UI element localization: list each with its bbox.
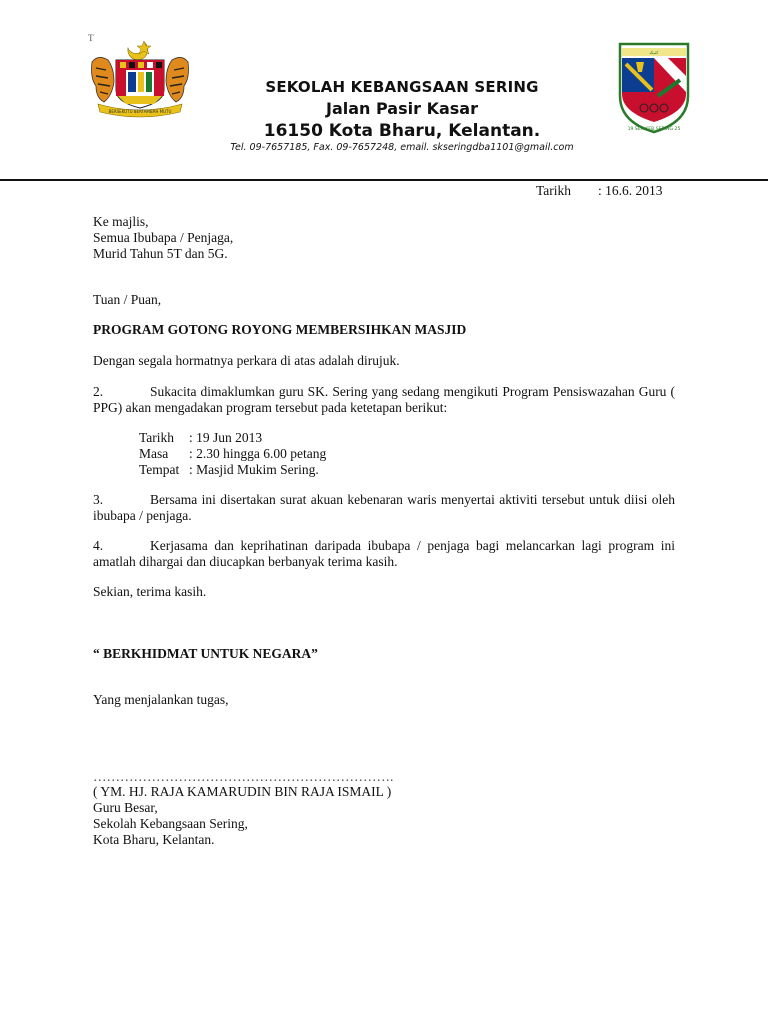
crest-motto: BERSEKUTU BERTAMBAH MUTU	[108, 109, 172, 114]
subject-heading: PROGRAM GOTONG ROYONG MEMBERSIHKAN MASJID	[93, 322, 467, 337]
paragraph-4	[93, 538, 675, 570]
signature-line: ………………………………………………………….	[93, 769, 394, 784]
signatory-location: Kota Bharu, Kelantan.	[93, 832, 215, 847]
header-divider	[0, 179, 768, 181]
detail-row-time	[139, 446, 326, 462]
paragraph-3-number: 3.	[93, 492, 104, 507]
closing-line: Sekian, terima kasih.	[93, 584, 207, 599]
detail-value: : 19 Jun 2013	[189, 430, 263, 445]
recipient-line1: Ke majlis,	[93, 214, 149, 229]
page-mark: T	[88, 33, 94, 43]
coat-of-arms-logo	[84, 38, 196, 120]
detail-key: Tempat	[139, 462, 180, 477]
detail-value: : Masjid Mukim Sering.	[189, 462, 319, 477]
date-label: Tarikh	[536, 183, 572, 198]
recipient-line2: Semua Ibubapa / Penjaga,	[93, 230, 234, 245]
paragraph-2-number: 2.	[93, 384, 104, 399]
detail-value: : 2.30 hingga 6.00 petang	[189, 446, 327, 461]
contact-info: Tel. 09-7657185, Fax. 09-7657248, email. skseringdba1101@gmail.com	[230, 142, 574, 153]
svg-text:ﮐﺘﯿﮑﻨ: ﮐﺘﯿﮑﻨ	[649, 51, 659, 56]
badge-text: 19 SEK.KEB.SERING 25	[627, 127, 681, 132]
address-line1: Jalan Pasir Kasar	[326, 99, 478, 118]
salutation: Tuan / Puan,	[93, 292, 162, 307]
duty-line: Yang menjalankan tugas,	[93, 692, 229, 707]
paragraph-2-text: Sukacita dimaklumkan guru SK. Sering yang sedang mengikuti Program Pensiswazahan Guru ( PPG) akan mengadakan program tersebut pada ketetapan berikut:	[93, 384, 675, 415]
address-line2: 16150 Kota Bharu, Kelantan.	[263, 121, 541, 141]
school-badge-logo	[614, 36, 694, 136]
opening-line: Dengan segala hormatnya perkara di atas adalah dirujuk.	[93, 353, 400, 368]
paragraph-4-number: 4.	[93, 538, 104, 553]
paragraph-3	[93, 492, 675, 524]
detail-key: Masa	[139, 446, 169, 461]
school-name: SEKOLAH KEBANGSAAN SERING	[265, 78, 539, 96]
date-value: : 16.6. 2013	[598, 183, 663, 198]
signatory-school: Sekolah Kebangsaan Sering,	[93, 816, 248, 831]
detail-row-place	[139, 462, 319, 478]
paragraph-2	[93, 384, 675, 416]
detail-key: Tarikh	[139, 430, 175, 445]
motto: “ BERKHIDMAT UNTUK NEGARA”	[93, 646, 318, 661]
signatory-title: Guru Besar,	[93, 800, 158, 815]
signatory-name: ( YM. HJ. RAJA KAMARUDIN BIN RAJA ISMAIL )	[93, 784, 392, 799]
paragraph-4-text: Kerjasama dan keprihatinan daripada ibubapa / penjaga bagi melancarkan lagi program ini amatlah dihargai dan diucapkan berbanyak terima kasih.	[93, 538, 675, 569]
paragraph-3-text: Bersama ini disertakan surat akuan kebenaran waris menyertai aktiviti tersebut untuk diisi oleh ibubapa / penjaga.	[93, 492, 675, 523]
detail-row-date	[139, 430, 262, 446]
recipient-line3: Murid Tahun 5T dan 5G.	[93, 246, 228, 261]
